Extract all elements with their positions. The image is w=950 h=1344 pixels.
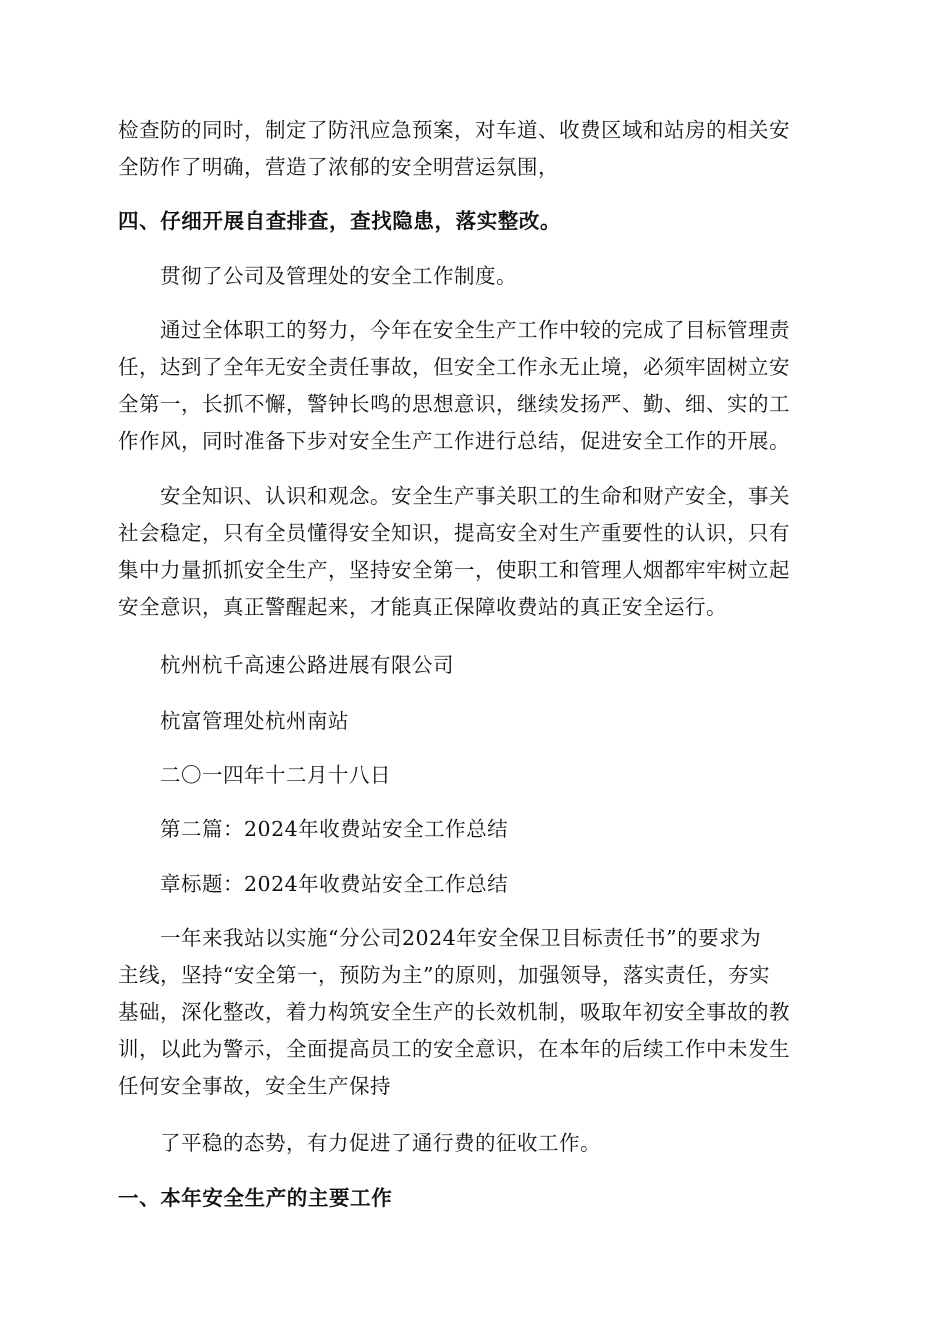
signature-office: 杭富管理处杭州南站 (160, 709, 349, 733)
text-line: 任何安全事故，安全生产保持 (118, 1074, 391, 1098)
signature-company: 杭州杭千高速公路进展有限公司 (160, 653, 454, 677)
text-line: 安全知识、认识和观念。安全生产事关职工的生命和财产安全，事关 (160, 484, 790, 508)
text-line: 全第一，长抓不懈，警钟长鸣的思想意识，继续发扬严、勤、细、实的工 (118, 392, 790, 416)
text-line: 主线，坚持“安全第一，预防为主”的原则，加强领导，落实责任，夯实 (118, 963, 770, 987)
section-heading-four: 四、仔细开展自查排查，查找隐患，落实整改。 (118, 209, 562, 233)
text-line: 全防作了明确，营造了浓郁的安全明营运氛围， (118, 155, 559, 179)
text-line: 通过全体职工的努力，今年在安全生产工作中较的完成了目标管理责 (160, 318, 790, 342)
section-heading-one: 一、本年安全生产的主要工作 (118, 1186, 393, 1210)
part-two-title: 第二篇：2024年收费站安全工作总结 (160, 817, 509, 841)
paragraph-annual-goals (118, 312, 834, 460)
text-line: 安全意识，真正警醒起来，才能真正保障收费站的真正安全运行。 (118, 595, 727, 619)
text-line: 检查防的同时，制定了防汛应急预案，对车道、收费区域和站房的相关安 (118, 118, 790, 142)
text-line: 基础，深化整改，着力构筑安全生产的长效机制，吸取年初安全事故的教 (118, 1000, 790, 1024)
text-line: 一年来我站以实施“分公司2024年安全保卫目标责任书”的要求为 (160, 926, 762, 950)
text-line: 任，达到了全年无安全责任事故，但安全工作永无止境，必须牢固树立安 (118, 355, 790, 379)
text-line: 作作风，同时准备下步对安全生产工作进行总结，促进安全工作的开展。 (118, 429, 790, 453)
paragraph-annual-summary (118, 920, 834, 1105)
paragraph-flood-plan (118, 112, 834, 186)
paragraph-stable-situation: 了平稳的态势，有力促进了通行费的征收工作。 (160, 1131, 601, 1155)
text-line: 集中力量抓抓安全生产，坚持安全第一，使职工和管理人烟都牢牢树立起 (118, 558, 790, 582)
chapter-title: 章标题：2024年收费站安全工作总结 (160, 872, 509, 896)
paragraph-safety-system: 贯彻了公司及管理处的安全工作制度。 (160, 264, 517, 288)
text-line: 社会稳定，只有全员懂得安全知识，提高安全对生产重要性的认识，只有 (118, 521, 790, 545)
paragraph-safety-knowledge (118, 478, 834, 626)
signature-date: 二〇一四年十二月十八日 (160, 763, 391, 787)
text-line: 训，以此为警示，全面提高员工的安全意识，在本年的后续工作中未发生 (118, 1037, 790, 1061)
